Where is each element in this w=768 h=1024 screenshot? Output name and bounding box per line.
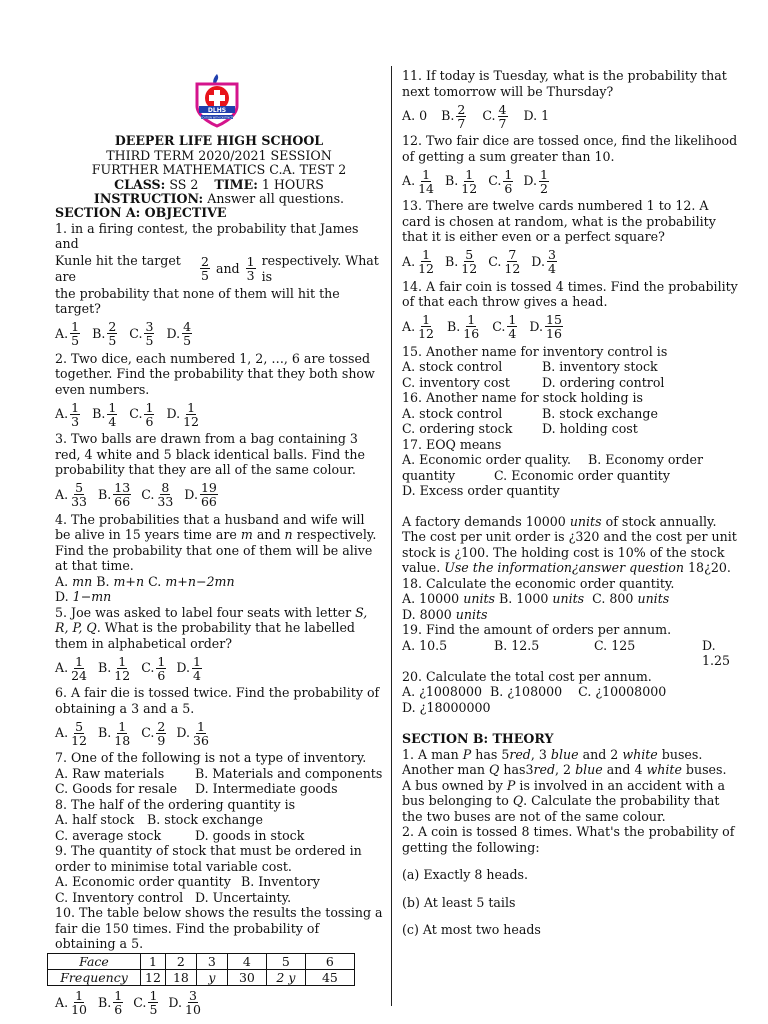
theory-question-2: 2. A coin is tossed 8 times. What's the probability of getting the following:	[402, 824, 735, 855]
q11-option-d: D. 1	[523, 108, 550, 124]
q1-option-a: A. $\frac{1}{5}$	[55, 319, 80, 348]
q8-options-1: A. half stock B. stock exchange	[55, 812, 263, 827]
factory-passage: A factory demands 10000 units of stock annually. The cost per unit order is ¿320 and the cost per unit stock is ¿100. The holding cost is 10% of the stock value. Use the information¿answer question 18¿20.	[402, 513, 737, 575]
q2-option-c: C. $\frac{1}{6}$	[129, 399, 154, 429]
q17-options-2: quantity C. Economic order quantity	[402, 467, 670, 483]
q14-option-a: A. $\frac{1}{12}$	[402, 312, 435, 341]
left-column	[55, 205, 383, 1020]
question-14: 14. A fair coin is tossed 4 times. Find the probability of that each throw gives a head. A. $\frac{1}{12}$ B. $\frac{1}{16}$ C. $\frac{1}{4}$ D. $\frac{15}{16}$	[402, 279, 738, 344]
q6-option-d: D. $\frac{1}{36}$	[176, 718, 209, 748]
q3-options	[55, 478, 383, 512]
school-logo	[191, 70, 243, 128]
q2-option-a: A. $\frac{1}{3}$	[55, 399, 80, 429]
q1-option-d: D. $\frac{4}{5}$	[166, 319, 192, 348]
q13-option-c: C. $\frac{7}{12}$	[488, 247, 521, 276]
column-divider	[391, 66, 392, 1006]
q12-option-c: C. $\frac{1}{6}$	[488, 166, 513, 196]
q10-option-a: A. $\frac{1}{10}$	[55, 988, 88, 1017]
question-15: 15. Another name for inventory control is A. stock control B. inventory stock C. inventory cost D. ordering control	[402, 344, 738, 391]
question-12: 12. Two fair dice are tossed once, find the likelihood of getting a sum greater than 10. A. $\frac{1}{14}$ B. $\frac{1}{12}$ C. $\frac{1}{6}$ D. $\frac{1}{2}$	[402, 133, 738, 198]
q13-option-b: B. $\frac{5}{12}$	[445, 247, 478, 276]
q3-option-a: A. $\frac{5}{33}$	[55, 480, 88, 509]
q5-options	[55, 651, 383, 685]
q6-option-b: B. $\frac{1}{18}$	[98, 718, 131, 748]
q14-option-b: B. $\frac{1}{16}$	[447, 312, 480, 341]
q16-options: A. stock control B. stock exchange C. ordering stock D. holding cost	[402, 405, 658, 436]
table-row: Face 1 2 3 4 5 6	[48, 953, 355, 969]
q12-option-a: A. $\frac{1}{14}$	[402, 166, 435, 196]
document-header	[55, 134, 383, 207]
theory-q2-b: (b) At least 5 tails	[402, 894, 516, 910]
question-17: 17. EOQ means A. Economic order quality. B. Economy order quantity C. Economic order quantity D. Excess order quantity	[402, 437, 738, 499]
q11-options	[402, 99, 738, 133]
question-4: 4. The probabilities that a husband and wife will be alive in 15 years time are m and n respectively. Find the probability that one of them will be alive at that time. A. mn B. m+n C. m+n−2mn D. 1−mn	[55, 512, 383, 605]
q14-options	[402, 310, 738, 344]
q8-options-2: C. average stock D. goods in stock	[55, 827, 305, 843]
question-16: 16. Another name for stock holding is A. stock control B. stock exchange C. ordering stock D. holding cost	[402, 390, 738, 437]
q14-option-c: C. $\frac{1}{4}$	[492, 312, 517, 341]
q2-option-d: D. $\frac{1}{12}$	[166, 399, 199, 429]
q5-option-d: D. $\frac{1}{4}$	[176, 653, 201, 683]
svg-text:DLHS: DLHS	[207, 107, 227, 114]
q2-options	[55, 397, 383, 431]
q6-option-c: C. $\frac{2}{9}$	[141, 718, 166, 748]
q4-options-abc: A. mn B. m+n C. m+n−2mn	[55, 573, 235, 589]
q5-option-a: A. $\frac{1}{24}$	[55, 653, 88, 683]
theory-q2-a: (a) Exactly 8 heads.	[402, 867, 529, 882]
test-title: FURTHER MATHEMATICS C.A. TEST 2	[91, 162, 347, 177]
q12-options	[402, 164, 738, 198]
question-10: 10. The table below shows the results the tossing a fair die 150 times. Find the probability of obtaining a 5. Face 1 2 3 4 5 6 Frequency 12 18 y 30 2 y 45 A. $\frac{1}{10}$ B. $\frac{1}{6}$ C. $\frac{1}{5}$ D. $\frac{3}{10}$	[55, 905, 383, 1020]
q11-option-c: C. $\frac{4}{7}$	[482, 101, 507, 131]
q10-option-d: D. $\frac{3}{10}$	[168, 988, 201, 1017]
question-20: 20. Calculate the total cost per annum. A. ¿1008000 B. ¿108000 C. ¿10008000 D. ¿18000000	[402, 669, 738, 716]
q18-option-d: D. 8000 units	[402, 606, 488, 622]
q3-option-c: C. $\frac{8}{33}$	[141, 480, 174, 509]
question-2: 2. Two dice, each numbered 1, 2, …, 6 are tossed together. Find the probability that they both show even numbers. A. $\frac{1}{3}$ B. $\frac{1}{4}$ C. $\frac{1}{6}$ D. $\frac{1}{12}$	[55, 351, 383, 432]
q12-option-d: D. $\frac{1}{2}$	[523, 166, 548, 196]
q7-options: A. Raw materials B. Materials and components C. Goods for resale D. Intermediate goods	[55, 765, 383, 796]
q13-options	[402, 245, 738, 279]
class-time: CLASS: SS 2 TIME: 1 HOURS	[114, 176, 324, 192]
question-18: 18. Calculate the economic order quantity. A. 10000 units B. 1000 units C. 800 units D. 8000 units	[402, 576, 738, 623]
section-b-title: SECTION B: THEORY	[402, 731, 554, 746]
q6-option-a: A. $\frac{5}{12}$	[55, 718, 88, 748]
q2-option-b: B. $\frac{1}{4}$	[92, 399, 117, 429]
q14-option-d: D. $\frac{15}{16}$	[529, 312, 562, 341]
q3-option-b: B. $\frac{13}{66}$	[98, 480, 131, 509]
question-9: 9. The quantity of stock that must be ordered in order to minimise total variable cost. A. Economic order quantity B. Inventory C. Inventory control D. Uncertainty.	[55, 843, 383, 905]
theory-q2-c: (c) At most two heads	[402, 922, 541, 937]
q1-options	[55, 317, 383, 351]
instruction: INSTRUCTION: Answer all questions.	[93, 191, 345, 206]
q5-option-b: B. $\frac{1}{12}$	[98, 653, 131, 683]
q3-option-d: D. $\frac{19}{66}$	[184, 480, 217, 509]
question-3: 3. Two balls are drawn from a bag containing 3 red, 4 white and 5 black identical balls. Find the probability that they are all of the same colour. A. $\frac{5}{33}$ B. $\frac{13}{66}$ C. $\frac{8}{33}$ D. $\frac{19}{66}$	[55, 431, 383, 512]
school-name: DEEPER LIFE HIGH SCHOOL	[114, 133, 324, 148]
question-19: 19. Find the amount of orders per annum. A. 10.5 B. 12.5 C. 125 D. 1.25	[402, 622, 738, 669]
q18-options-abc: A. 10000 units B. 1000 units C. 800 units	[402, 591, 670, 606]
svg-text:EDUCATION WITH DISTINCTION: EDUCATION WITH DISTINCTION	[196, 116, 238, 120]
q11-option-b: B. $\frac{2}{7}$	[441, 101, 466, 131]
question-5: 5. Joe was asked to label four seats with letter S, R, P, Q. What is the probability that he labelled them in alphabetical order? A. $\frac{1}{24}$ B. $\frac{1}{12}$ C. $\frac{1}{6}$ D. $\frac{1}{4}$	[55, 605, 383, 686]
right-column	[402, 68, 738, 938]
q10-option-b: B. $\frac{1}{6}$	[98, 988, 123, 1017]
theory-question-1: 1. A man P has 5red, 3 blue and 2 white buses. Another man Q has3red, 2 blue and 4 white buses. A bus owned by P is involved in an accident with a bus belonging to Q. Calculate the probability that the two buses are not of the same colour.	[402, 746, 727, 824]
q11-option-a: A. 0	[402, 108, 428, 124]
q9-options-2: C. Inventory control D. Uncertainty.	[55, 889, 292, 905]
question-13: 13. There are twelve cards numbered 1 to 12. A card is chosen at random, what is the probability that it is either even or a perfect square? A. $\frac{1}{12}$ B. $\frac{5}{12}$ C. $\frac{7}{12}$ D. $\frac{3}{4}$	[402, 198, 738, 279]
q20-options-abc: A. ¿1008000 B. ¿108000 C. ¿10008000	[402, 684, 667, 699]
q4-option-d: D. 1−mn	[55, 589, 112, 604]
session: THIRD TERM 2020/2021 SESSION	[106, 147, 332, 163]
q13-option-d: D. $\frac{3}{4}$	[531, 247, 556, 276]
q15-options: A. stock control B. inventory stock C. inventory cost D. ordering control	[402, 359, 665, 390]
question-6: 6. A fair die is tossed twice. Find the probability of obtaining a 3 and a 5. A. $\frac{5}{12}$ B. $\frac{1}{18}$ C. $\frac{2}{9}$ D. $\frac{1}{36}$	[55, 685, 383, 750]
q9-options-1: A. Economic order quantity B. Inventory	[55, 874, 320, 889]
table-row: Frequency 12 18 y 30 2 y 45	[48, 969, 355, 985]
question-1: 1. in a firing contest, the probability that James and Kunle hit the target are $\frac{2}{5}$ and $\frac{1}{3}$ respectively. What is the probability that none of them will hit the target? A. $\frac{1}{5}$ B. $\frac{2}{5}$ C. $\frac{3}{5}$ D. $\frac{4}{5}$	[55, 221, 383, 351]
question-8: 8. The half of the ordering quantity is A. half stock B. stock exchange C. average stock D. goods in stock	[55, 797, 383, 844]
q10-option-c: C. $\frac{1}{5}$	[133, 988, 158, 1017]
q6-options	[55, 716, 383, 750]
q19-options: A. 10.5 B. 12.5 C. 125 D. 1.25	[402, 637, 731, 668]
question-11: 11. If today is Tuesday, what is the probability that next tomorrow will be Thursday? A. 0 B. $\frac{2}{7}$ C. $\frac{4}{7}$ D. 1	[402, 68, 738, 133]
q20-option-d: D. ¿18000000	[402, 699, 491, 715]
q12-option-b: B. $\frac{1}{12}$	[445, 166, 478, 196]
section-b	[402, 731, 738, 938]
q10-options	[55, 986, 383, 1020]
section-a-title: SECTION A: OBJECTIVE	[55, 205, 227, 220]
q5-option-c: C. $\frac{1}{6}$	[141, 653, 166, 683]
question-7: 7. One of the following is not a type of inventory. A. Raw materials B. Materials and components C. Goods for resale D. Intermediate goods	[55, 750, 383, 796]
q1-option-b: B. $\frac{2}{5}$	[92, 319, 117, 348]
q13-option-a: A. $\frac{1}{12}$	[402, 247, 435, 276]
q1-option-c: C. $\frac{3}{5}$	[129, 319, 154, 348]
q17-options-1: A. Economic order quality. B. Economy order	[402, 452, 703, 467]
frequency-table	[47, 953, 355, 986]
